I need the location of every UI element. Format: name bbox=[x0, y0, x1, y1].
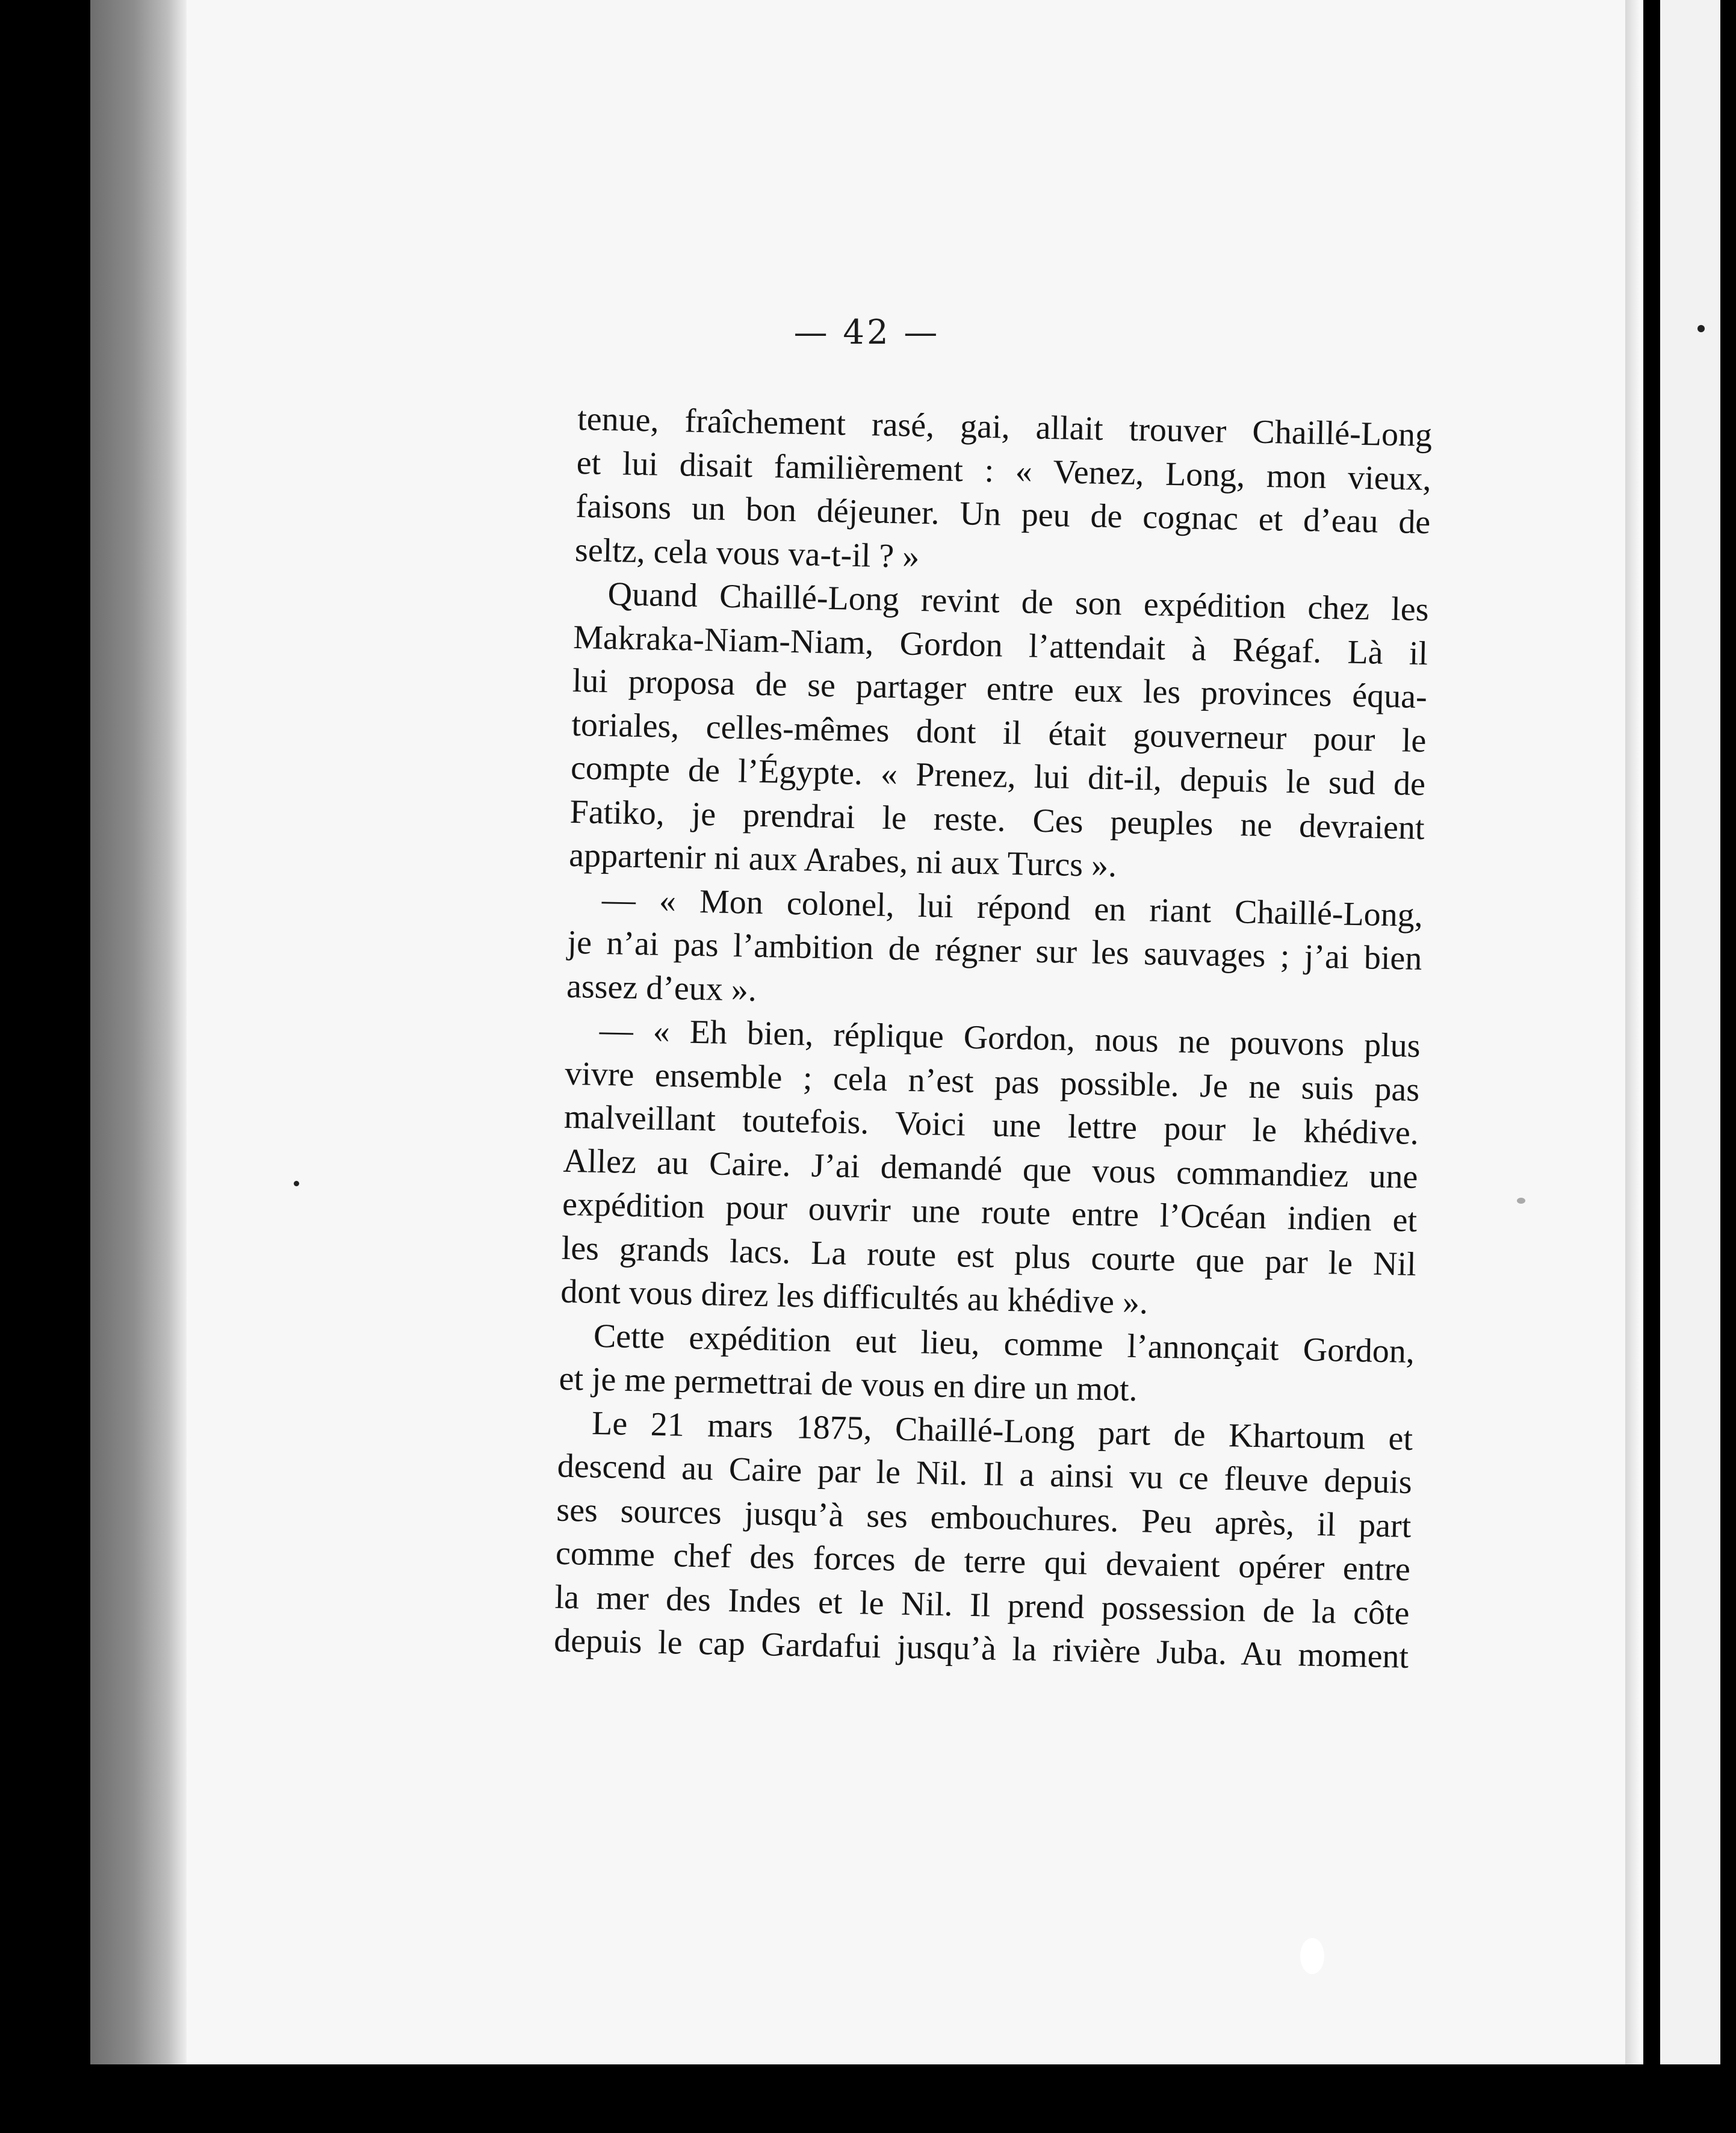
text-line: Fatiko, je prendrai le reste. Ces peuples ne devraient bbox=[569, 793, 1425, 847]
page-number: — 42 — bbox=[793, 313, 940, 352]
text-line: tenue, fraîchement rasé, gai, allait trouver Chaillé-Long bbox=[577, 400, 1433, 454]
dust-speck bbox=[1517, 1198, 1525, 1204]
page-blemish bbox=[1300, 1938, 1324, 1974]
page-right-edge bbox=[1625, 0, 1643, 2064]
text-line: faisons un bon déjeuner. Un peu de cognac et d’eau de bbox=[575, 487, 1431, 542]
scan-border-bottom bbox=[0, 2064, 1736, 2133]
text-line: comme chef des forces de terre qui devaient opérer entre bbox=[555, 1534, 1411, 1588]
text-line: Quand Chaillé-Long revint de son expédition chez les bbox=[607, 575, 1430, 629]
binding-gutter-shadow bbox=[90, 0, 187, 2064]
text-line: lui proposa de se partager entre eux les provinces équa- bbox=[572, 661, 1428, 716]
text-line: Le 21 mars 1875, Chaillé-Long part de Khartoum et bbox=[591, 1404, 1413, 1458]
dust-speck bbox=[294, 1181, 299, 1186]
facing-page-strip bbox=[1660, 0, 1720, 2064]
text-line: dont vous direz les difficultés au khédive ». bbox=[560, 1272, 1149, 1322]
text-line: depuis le cap Gardafui jusqu’à la rivière Juba. Au moment bbox=[553, 1621, 1409, 1676]
text-line: seltz, cela vous va-t-il ? » bbox=[574, 531, 920, 575]
text-line: descend au Caire par le Nil. Il a ainsi vu ce fleuve depuis bbox=[557, 1447, 1413, 1501]
text-line: et je me permettrai de vous en dire un mot. bbox=[559, 1360, 1138, 1409]
text-line: malveillant toutefois. Voici une lettre pour le khédive. bbox=[563, 1098, 1419, 1153]
text-line: Allez au Caire. J’ai demandé que vous commandiez une bbox=[563, 1142, 1418, 1196]
text-line: — « Eh bien, réplique Gordon, nous ne pouvons plus bbox=[599, 1011, 1421, 1065]
text-line: la mer des Indes et le Nil. Il prend possession de la côte bbox=[554, 1578, 1410, 1632]
text-line: et lui disait familièrement : « Venez, Long, mon vieux, bbox=[576, 444, 1432, 498]
body-text bbox=[554, 397, 1433, 1679]
text-line: Cette expédition eut lieu, comme l’annonçait Gordon, bbox=[593, 1317, 1415, 1370]
text-line: assez d’eux ». bbox=[566, 967, 757, 1009]
text-line: appartenir ni aux Arabes, ni aux Turcs ». bbox=[568, 836, 1117, 885]
scan-border-right bbox=[1643, 36, 1660, 2058]
text-line: Makraka-Niam-Niam, Gordon l’attendait à Régaf. Là il bbox=[572, 618, 1428, 672]
text-line: je n’ai pas l’ambition de régner sur les sauvages ; j’ai bien bbox=[567, 923, 1422, 978]
text-line: toriales, celles-mêmes dont il était gouverneur pour le bbox=[571, 705, 1427, 760]
dust-speck bbox=[1697, 325, 1705, 332]
text-line: les grands lacs. La route est plus courte que par le Nil bbox=[561, 1229, 1417, 1283]
text-line: — « Mon colonel, lui répond en riant Chaillé-Long, bbox=[601, 881, 1424, 934]
text-line: compte de l’Égypte. « Prenez, lui dit-il, depuis le sud de bbox=[570, 749, 1426, 803]
text-line: expédition pour ouvrir une route entre l’Océan indien et bbox=[562, 1185, 1418, 1240]
text-line: ses sources jusqu’à ses embouchures. Peu après, il part bbox=[556, 1491, 1412, 1545]
text-line: vivre ensemble ; cela n’est pas possible. Je ne suis pas bbox=[564, 1054, 1420, 1109]
